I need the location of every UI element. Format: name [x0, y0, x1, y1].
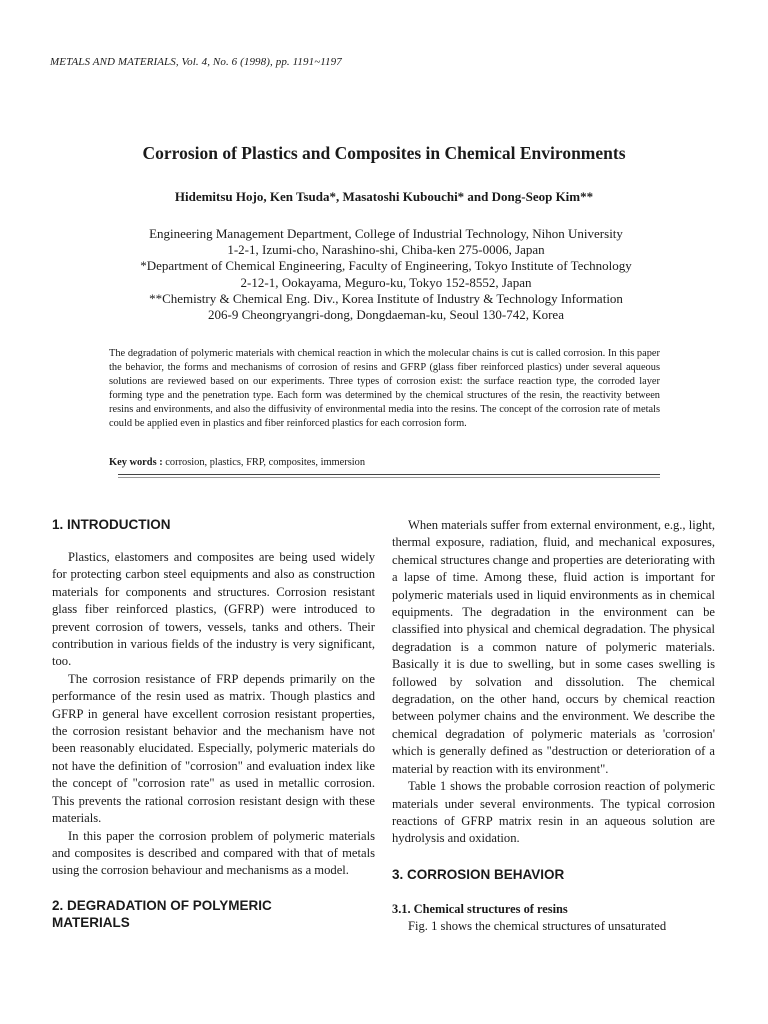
keywords: [109, 457, 365, 468]
heading-line: MATERIALS: [52, 914, 130, 930]
paragraph: When materials suffer from external environment, e.g., light, thermal exposure, radiation, fluid, and mechanical exposures, chemical structures change and properties are deteriorating with a lapse of time. Among these, fluid action is important for polymeric materials used in liquid environments as in chemical equipments. The degradation in the environment can be classified into physical and chemical degradation. The physical degradation is a common nature of polymeric materials. Basically it is due to swelling, but in some cases swelling is followed by solvation and dissolution. The chemical degradation, on the other hand, occurs by chemical reaction between polymer chains and the environment. We describe the chemical degradation of polymeric materials as 'corrosion' which is generally defined as "destruction or deterioration of a material by reaction with its environment".: [392, 518, 715, 776]
affiliation-line: Engineering Management Department, College of Industrial Technology, Nihon University: [149, 226, 623, 241]
subsection-heading: 3.1. Chemical structures of resins: [392, 901, 568, 916]
left-column: [52, 516, 375, 931]
affiliation-line: 1-2-1, Izumi-cho, Narashino-shi, Chiba-ken 275-0006, Japan: [227, 242, 545, 258]
paper-title: Corrosion of Plastics and Composites in Chemical Environments: [142, 143, 626, 163]
author-list: Hidemitsu Hojo, Ken Tsuda*, Masatoshi Kubouchi* and Dong-Seop Kim**: [174, 189, 594, 204]
right-column: [392, 517, 715, 935]
keywords-label: Key words :: [109, 457, 163, 468]
abstract: The degradation of polymeric materials with chemical reaction in which the molecular chains is cut is called corrosion. In this paper the behavior, the forms and mechanisms of corrosion of resins and GFRP (glass fiber reinforced plastics) under several aqueous solutions are reviewed based on our experiments. Three types of corrosion exist: the surface reaction type, the corroded layer forming type and the penetration type. Each form was determined by the chemical structures of the resin, the reactivity between resins and environments, and also the diffusivity of environmental media into the resins. The concept of the corrosion rate of metals could be applied even in plastics and fiber reinforced plastics for each corrosion form.: [109, 348, 660, 430]
affiliations: [95, 226, 677, 323]
paragraph: Table 1 shows the probable corrosion reaction of polymeric materials under several environments. The typical corrosion reactions of GFRP matrix resin in an aqueous solution are hydrolysis and oxidation.: [392, 779, 715, 846]
paragraph: In this paper the corrosion problem of polymeric materials and composites is described and compared with that of metals using the corrosion behaviour and mechanisms as a model.: [52, 828, 375, 878]
affiliation-line: *Department of Chemical Engineering, Faculty of Engineering, Tokyo Institute of Technology: [140, 258, 632, 274]
paragraph: The corrosion resistance of FRP depends primarily on the performance of the resin used as matrix. Though plastics and GFRP in general have excellent corrosion resistant properties, the corrosion resistant behavior and the mechanism have not been reasonably elucidated. Especially, polymeric materials do not have the definition of "corrosion" and evaluation index like the concept of "corrosion rate" as used in metallic corrosion. This prevents the rational corrosion resistant design with these materials.: [52, 671, 375, 826]
affiliation-line: **Chemistry & Chemical Eng. Div., Korea Institute of Industry & Technology Information: [149, 290, 623, 306]
divider: [118, 474, 660, 475]
section-heading-introduction: 1. INTRODUCTION: [52, 517, 171, 532]
paragraph: Fig. 1 shows the chemical structures of unsaturated: [408, 918, 667, 933]
affiliation-line: 206-9 Cheongryangri-dong, Dongdaeman-ku, Seoul 130-742, Korea: [208, 307, 564, 323]
paragraph: Plastics, elastomers and composites are being used widely for protecting carbon steel equipments and also as construction materials for components and structures. Corrosion resistant glass fiber reinforced plastics, (GFRP) were introduced to prevent corrosion of towers, vessels, tanks and others. Their contribution in various fields of the industry is very significant, too.: [52, 550, 375, 669]
section-heading-degradation: [52, 897, 375, 931]
affiliation-line: 2-12-1, Ookayama, Meguro-ku, Tokyo 152-8552, Japan: [240, 274, 532, 290]
journal-citation: METALS AND MATERIALS, Vol. 4, No. 6 (1998), pp. 1191~1197: [50, 56, 342, 68]
divider: [118, 477, 660, 478]
heading-line: 2. DEGRADATION OF POLYMERIC: [52, 897, 272, 913]
section-heading-corrosion-behavior: 3. CORROSION BEHAVIOR: [392, 866, 565, 882]
keywords-list: corrosion, plastics, FRP, composites, immersion: [165, 457, 366, 468]
